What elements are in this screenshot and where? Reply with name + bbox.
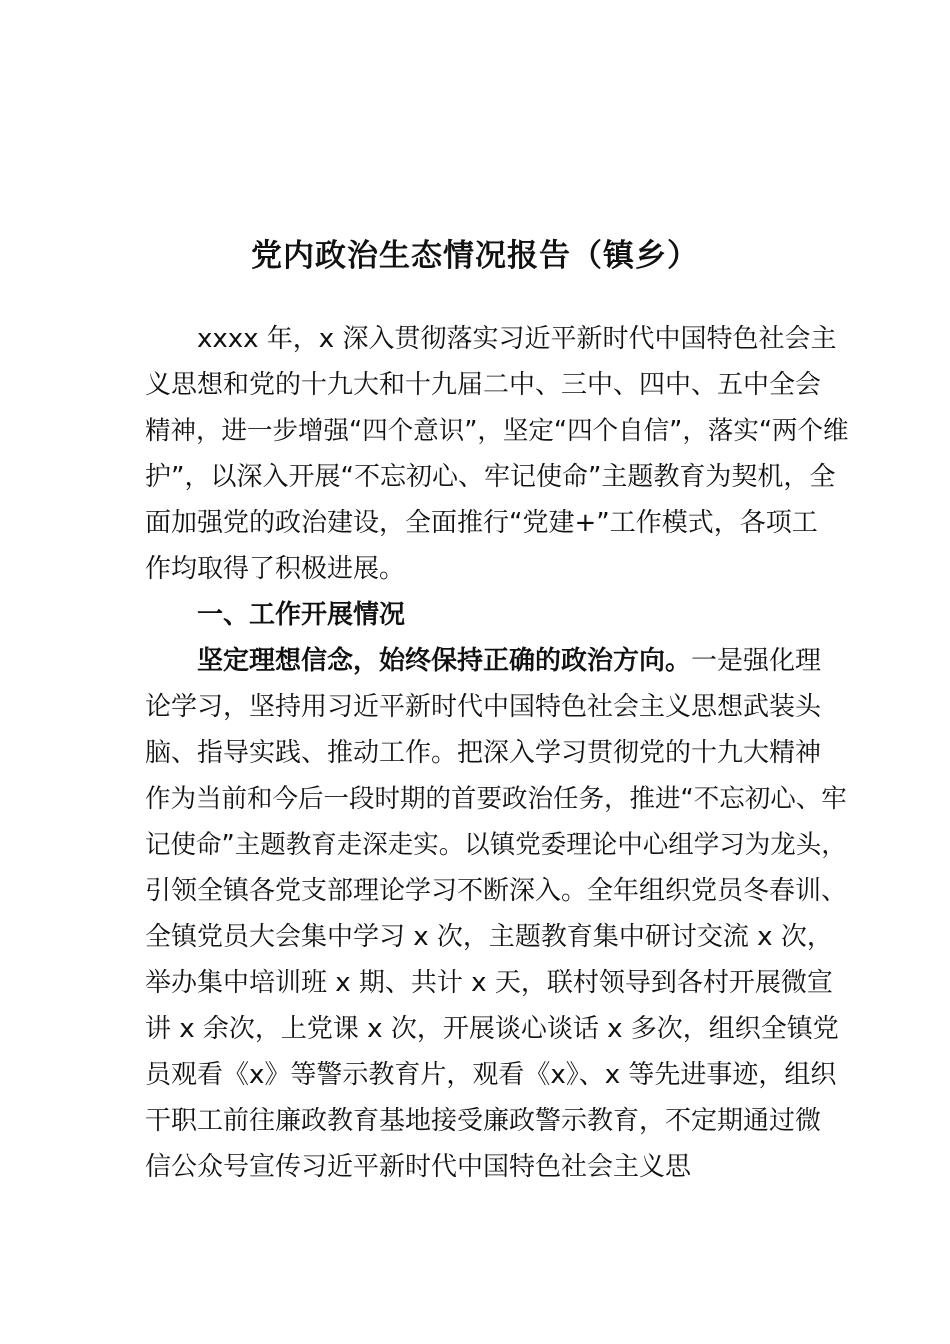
paragraph-line: 举办集中培训班 x 期、共计 x 天，联村领导到各村开展微宣 [145, 968, 833, 998]
intro-line: 义思想和党的十九大和十九届二中、三中、四中、五中全会 [145, 370, 822, 400]
paragraph-line: 干职工前往廉政教育基地接受廉政警示教育，不定期通过微 [145, 1106, 822, 1136]
intro-line: xxxx 年，x 深入贯彻落实习近平新时代中国特色社会主 [197, 324, 837, 354]
paragraph-line: 脑、指导实践、推动工作。把深入学习贯彻党的十九大精神 [145, 738, 822, 768]
paragraph-line: 论学习，坚持用习近平新时代中国特色社会主义思想武装头 [145, 692, 822, 722]
paragraph-first-line [197, 638, 821, 684]
intro-line: 面加强党的政治建设，全面推行“党建+”工作模式，各项工 [145, 508, 818, 538]
paragraph-line: 全镇党员大会集中学习 x 次，主题教育集中研讨交流 x 次， [145, 922, 833, 952]
document-title: 党内政治生态情况报告（镇乡） [251, 238, 699, 274]
paragraph-line: 作为当前和今后一段时期的首要政治任务，推进“不忘初心、牢 [145, 784, 847, 814]
paragraph-line: 引领全镇各党支部理论学习不断深入。全年组织党员冬春训、 [145, 876, 848, 906]
intro-line: 精神，进一步增强“四个意识”，坚定“四个自信”，落实“两个维 [145, 416, 849, 446]
paragraph-lead: 坚定理想信念，始终保持正确的政治方向。 [197, 646, 692, 676]
paragraph-line: 讲 x 余次，上党课 x 次，开展谈心谈话 x 多次，组织全镇党 [145, 1014, 839, 1044]
paragraph-line: 员观看《x》等警示教育片，观看《x》、x 等先进事迹，组织 [145, 1060, 837, 1090]
intro-line: 护”，以深入开展“不忘初心、牢记使命”主题教育为契机，全 [145, 462, 836, 492]
paragraph-line: 信公众号宣传习近平新时代中国特色社会主义思 [145, 1152, 692, 1182]
intro-line: 作均取得了积极进展。 [145, 554, 406, 584]
section-heading: 一、工作开展情况 [197, 600, 406, 630]
paragraph-first-rest: 一是强化理 [691, 646, 822, 676]
paragraph-line: 记使命”主题教育走深走实。以镇党委理论中心组学习为龙头， [145, 830, 847, 860]
